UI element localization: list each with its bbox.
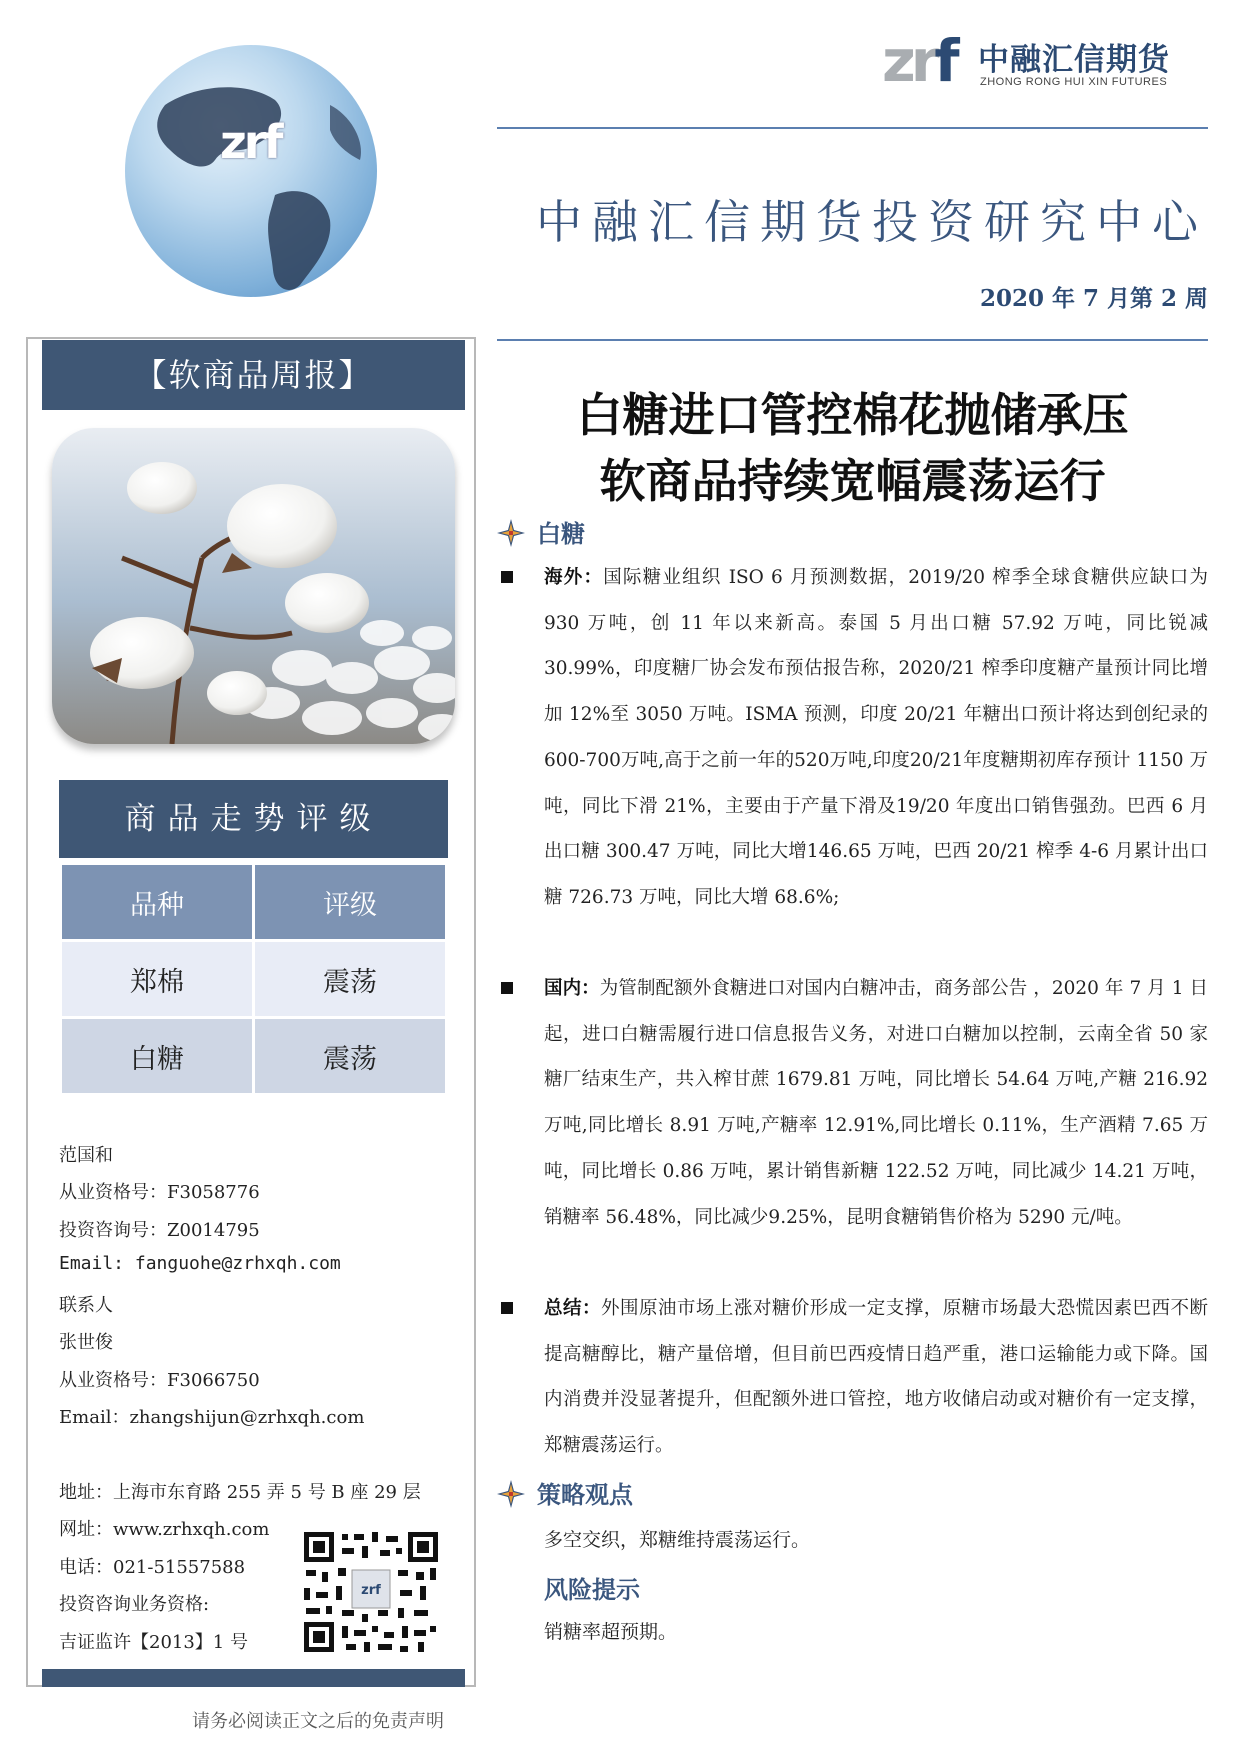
research-center-title: 中融汇信期货投资研究中心 bbox=[536, 195, 1208, 249]
report-week: 2020 年 7 月第 2 周 bbox=[979, 285, 1208, 312]
strategy-text: 多空交织，郑糖维持震荡运行。 bbox=[544, 1529, 811, 1551]
globe-logo-text: zrf bbox=[220, 115, 281, 169]
disclaimer-note: 请务必阅读正文之后的免责声明 bbox=[192, 1711, 444, 1732]
cotton-illustration bbox=[52, 428, 455, 744]
analyst-email: Email: fanguohe@zrhxqh.com bbox=[59, 1253, 341, 1274]
rating-table bbox=[59, 862, 448, 1096]
header-divider-bottom bbox=[497, 339, 1208, 341]
company-address: 地址：上海市东育路 255 弄 5 号 B 座 29 层 bbox=[59, 1482, 421, 1503]
bullet-text: 国际糖业组织 ISO 6 月预测数据，2019/20 榨季全球食糖供应缺口为 930 万吨，创 11 年以来新高。泰国 5 月出口糖 57.92 万吨，同比锐减 30.99%，印度糖厂协会发布预估报告称，2020/21 榨季印度糖产量预计同比增加 12%至 3050 万吨。ISMA 预测，印度 20/21 年糖出口预计将达到创纪录的600-700万吨,高于之前一年的520万吨,印度20/21年度糖期初库存预计 1150 万吨，同比下滑 21%，主要由于产量下滑及19/20 年度出口销售强劲。巴西 6 月出口糖 300.47 万吨，同比大增146.65 万吨，巴西 20/21 榨季 4-6 月累计出口糖 726.73 万吨，同比大增 68.6%; bbox=[544, 567, 1208, 908]
bullet-text: 外围原油市场上涨对糖价形成一定支撑，原糖市场最大恐慌因素巴西不断提高糖醇比，糖产量倍增，但目前巴西疫情日趋严重，港口运输能力或下降。国内消费并没显著提升，但配额外进口管控，地方收储启动或对糖价有一定支撑，郑糖震荡运行。 bbox=[544, 1298, 1208, 1457]
contact-label: 联系人 bbox=[59, 1295, 113, 1316]
company-phone: 电话：021-51557588 bbox=[59, 1557, 246, 1578]
rating-cell: 震荡 bbox=[255, 942, 445, 1016]
analyst-name: 范国和 bbox=[59, 1145, 113, 1166]
section-heading-strategy bbox=[497, 1475, 633, 1510]
cotton-photo bbox=[52, 428, 455, 744]
report-title-line-2: 软商品持续宽幅震荡运行 bbox=[599, 454, 1106, 508]
bullet-square-icon bbox=[501, 1302, 513, 1314]
analyst-advisory-number: 投资咨询号：Z0014795 bbox=[59, 1220, 260, 1241]
brand-logo bbox=[882, 27, 1172, 95]
header-divider bbox=[497, 127, 1208, 129]
bullet-square-icon bbox=[501, 982, 513, 994]
column-header-rating: 评级 bbox=[255, 865, 445, 939]
globe-image bbox=[125, 45, 377, 297]
bullet-square-icon bbox=[501, 571, 513, 583]
rating-cell: 震荡 bbox=[255, 1019, 445, 1093]
report-title-line-1: 白糖进口管控棉花抛储承压 bbox=[576, 388, 1129, 442]
bullet-domestic bbox=[497, 966, 1208, 1240]
column-header-product: 品种 bbox=[62, 865, 252, 939]
brand-name-en: ZHONG RONG HUI XIN FUTURES bbox=[980, 76, 1168, 88]
sidebar-footer-bar bbox=[42, 1669, 465, 1687]
section-heading-risk: 风险提示 bbox=[544, 1575, 640, 1604]
contact-license: 从业资格号：F3066750 bbox=[59, 1370, 260, 1391]
contact-name: 张世俊 bbox=[59, 1332, 113, 1353]
bullet-lead: 总结： bbox=[544, 1298, 601, 1319]
product-cell: 郑棉 bbox=[62, 942, 252, 1016]
product-cell: 白糖 bbox=[62, 1019, 252, 1093]
bullet-lead: 海外： bbox=[544, 567, 604, 588]
qr-code-icon[interactable] bbox=[302, 1530, 440, 1654]
advisory-qualification-number: 吉证监许【2013】1 号 bbox=[59, 1632, 248, 1653]
bullet-overseas bbox=[497, 555, 1208, 921]
report-title bbox=[497, 382, 1208, 514]
section-heading-label: 策略观点 bbox=[537, 1480, 633, 1509]
table-row bbox=[62, 942, 445, 1016]
rating-table-header bbox=[62, 865, 445, 939]
table-row bbox=[62, 1019, 445, 1093]
contact-email: Email：zhangshijun@zrhxqh.com bbox=[59, 1407, 365, 1428]
brand-mark-icon: zrf bbox=[882, 27, 955, 95]
advisory-qualification-label: 投资咨询业务资格: bbox=[59, 1594, 210, 1615]
analyst-license: 从业资格号：F3058776 bbox=[59, 1182, 260, 1203]
rating-title: 商品走势评级 bbox=[59, 780, 448, 858]
bullet-lead: 国内： bbox=[544, 978, 600, 999]
brand-name-cn: 中融汇信期货 bbox=[978, 42, 1170, 78]
section-heading-label: 白糖 bbox=[537, 519, 585, 548]
report-type-banner: 【软商品周报】 bbox=[42, 340, 465, 410]
bullet-summary bbox=[497, 1286, 1208, 1469]
section-marker-icon bbox=[497, 519, 525, 547]
section-heading-sugar bbox=[497, 514, 585, 549]
section-marker-icon bbox=[497, 1480, 525, 1508]
company-website: 网址：www.zrhxqh.com bbox=[59, 1519, 270, 1540]
risk-text: 销糖率超预期。 bbox=[544, 1621, 678, 1643]
bullet-text: 为管制配额外食糖进口对国内白糖冲击，商务部公告 ，2020 年 7 月 1 日起，进口白糖需履行进口信息报告义务，对进口白糖加以控制，云南全省 50 家糖厂结束生产，共入榨甘蔗 1679.81 万吨，同比增长 54.64 万吨,产糖 216.92 万吨,同比增长 8.91 万吨,产糖率 12.91%,同比增长 0.11%，生产酒精 7.65 万吨，同比增长 0.86 万吨，累计销售新糖 122.52 万吨，同比减少 14.21 万吨，销糖率 56.48%，同比减少9.25%，昆明食糖销售价格为 5290 元/吨。 bbox=[544, 978, 1208, 1228]
qr-center-logo-text: zrf bbox=[361, 1583, 381, 1598]
